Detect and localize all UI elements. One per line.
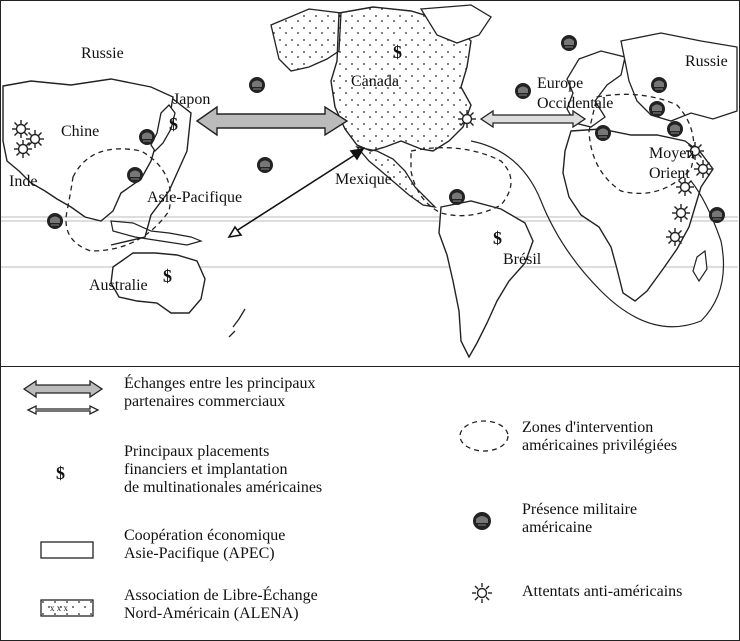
explosion-icon: [672, 204, 690, 222]
explosion-icon: [470, 581, 494, 605]
helmet-icon: [470, 509, 494, 533]
helmet-icon: [667, 121, 683, 137]
legend-intervention-line1: Zones d'intervention: [522, 419, 654, 436]
legend-intervention-icon: [458, 419, 510, 453]
dollar-icon: $: [56, 463, 65, 483]
legend-alena-icon: [40, 599, 94, 617]
world-map: [1, 1, 738, 365]
legend-apec-text: [124, 527, 285, 563]
helmet-icon: [127, 167, 143, 183]
land-madagascar: [693, 251, 707, 281]
label-moyen-line1: Moyen: [649, 145, 695, 162]
helmet-icon: [515, 83, 531, 99]
land-south-america: [439, 201, 533, 357]
label-mexique: Mexique: [335, 171, 392, 188]
legend-exchange-arrows-icon: [22, 377, 104, 417]
legend-military-line1: Présence militaire: [522, 501, 638, 518]
helmet-icon: [595, 125, 611, 141]
legend-attacks-text: [522, 583, 682, 601]
explosion-icon: [458, 110, 476, 128]
label-moyen-line2: Orient: [649, 165, 690, 182]
label-russie-east: Russie: [685, 53, 728, 70]
label-australie: Australie: [89, 277, 148, 294]
label-europe-line1: Europe: [537, 75, 584, 92]
legend-exchange-line2: partenaires commerciaux: [124, 393, 286, 410]
label-inde: Inde: [9, 173, 38, 190]
label-canada: Canada: [351, 73, 399, 90]
explosion-icon: [666, 228, 684, 246]
explosion-icon: [12, 120, 30, 138]
helmet-icon: [249, 77, 265, 93]
label-asie-pacifique: Asie-Pacifique: [147, 189, 243, 206]
legend-investments-text: [124, 443, 322, 497]
legend-apec-icon: [40, 541, 94, 559]
dollar-icon: $: [393, 42, 402, 62]
legend-investments-line2: financiers et implantation: [124, 461, 288, 478]
legend-attacks-line1: Attentats anti-américains: [522, 583, 683, 600]
legend-investments-line1: Principaux placements: [124, 443, 270, 460]
legend-intervention-text: [522, 419, 677, 455]
legend-exchange-line1: Échanges entre les principaux: [124, 375, 316, 392]
legend-alena-line2: Nord-Américain (ALENA): [124, 605, 299, 622]
land-newzealand: [229, 309, 245, 337]
dollar-icon: $: [493, 228, 502, 248]
legend: [0, 367, 740, 641]
legend-alena-text: [124, 587, 318, 623]
explosion-icon: [26, 130, 44, 148]
legend-alena-line1: Association de Libre-Échange: [124, 587, 318, 604]
helmet-icon: [139, 129, 155, 145]
legend-military-text: [522, 501, 637, 537]
arrow-secondary: [229, 149, 363, 237]
label-chine: Chine: [61, 123, 100, 140]
label-russie-west: Russie: [81, 45, 124, 62]
arrow-asia-america: [197, 107, 347, 135]
label-japon: Japon: [173, 91, 211, 108]
helmet-icon: [651, 77, 667, 93]
dollar-icon: $: [163, 266, 172, 286]
helmet-icon: [561, 35, 577, 51]
legend-investments-line3: de multinationales américaines: [124, 479, 323, 496]
land-alaska: [271, 9, 341, 71]
legend-military-line2: américaine: [522, 519, 593, 536]
legend-apec-line1: Coopération économique: [124, 527, 286, 544]
label-bresil: Brésil: [503, 251, 542, 268]
legend-exchange-text: [124, 375, 315, 411]
dollar-icon: $: [169, 114, 178, 134]
legend-intervention-line2: américaines privilégiées: [522, 437, 678, 454]
legend-apec-line2: Asie-Pacifique (APEC): [124, 545, 275, 562]
svg-text:x x x: x x x: [50, 603, 68, 613]
helmet-icon: [47, 213, 63, 229]
helmet-icon: [649, 101, 665, 117]
label-europe-line2: Occidentale: [537, 95, 614, 112]
explosion-icon: [694, 160, 712, 178]
helmet-icon: [257, 157, 273, 173]
helmet-icon: [449, 189, 465, 205]
explosion-icon: [14, 140, 32, 158]
helmet-icon: [709, 207, 725, 223]
